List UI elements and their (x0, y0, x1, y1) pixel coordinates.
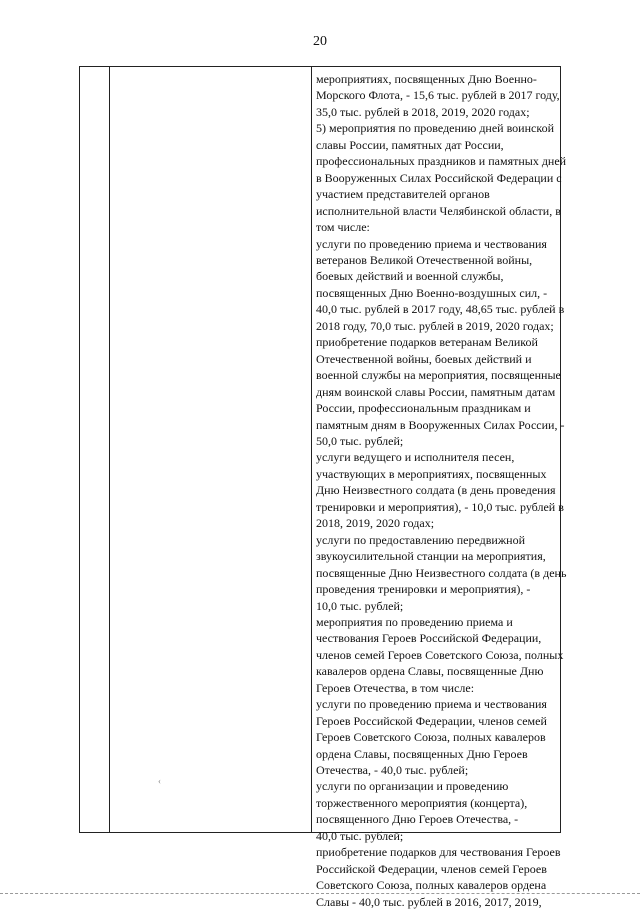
text-line: услуги ведущего и исполнителя песен, (316, 450, 515, 465)
text-line: ордена Славы, посвященных Дню Героев (316, 746, 528, 761)
stray-mark: ‹ (158, 776, 161, 786)
text-line: звукоусилительной станции на мероприятия, (316, 549, 546, 564)
text-line: 40,0 тыс. рублей; (316, 828, 404, 843)
text-line: 35,0 тыс. рублей в 2018, 2019, 2020 годах; (316, 104, 530, 119)
text-line: в Вооруженных Силах Российской Федерации с (316, 170, 562, 185)
text-line: Славы - 40,0 тыс. рублей в 2016, 2017, 2019, (316, 894, 542, 909)
text-line: 10,0 тыс. рублей; (316, 598, 404, 613)
text-line: услуги по проведению приема и чествования (316, 236, 547, 251)
text-line: приобретение подарков для чествования Героев (316, 845, 561, 860)
text-line: Советского Союза, полных кавалеров ордена (316, 878, 547, 893)
page-number: 20 (313, 34, 327, 49)
text-line: 40,0 тыс. рублей в 2017 году, 48,65 тыс. рублей в (316, 302, 565, 317)
text-line: посвященных Дню Военно-воздушных сил, - (316, 285, 548, 300)
text-line: Героев Российской Федерации, членов семей (316, 713, 547, 728)
text-line: 2018 году, 70,0 тыс. рублей в 2019, 2020 годах; (316, 318, 554, 333)
text-line: Героев Советского Союза, полных кавалеров (316, 730, 546, 745)
text-line: Героев Отечества, в том числе: (316, 680, 475, 695)
text-line: исполнительной власти Челябинской области, в (316, 203, 561, 218)
text-line: мероприятия по проведению приема и (316, 614, 513, 629)
text-line: членов семей Героев Советского Союза, полных (316, 647, 564, 662)
text-line: услуги по проведению приема и чествования (316, 697, 547, 712)
text-line: профессиональных праздников и памятных дней (316, 154, 567, 169)
text-line: Дню Неизвестного солдата (в день проведения (316, 483, 556, 498)
text-line: услуги по организации и проведению (316, 779, 509, 794)
text-line: посвященные Дню Неизвестного солдата (в день (316, 565, 567, 580)
text-line: 2018, 2019, 2020 годах; (316, 516, 435, 531)
text-line: том числе: (316, 220, 370, 235)
text-line: проведения тренировки и мероприятия), - (316, 582, 531, 597)
text-line: 5) мероприятия по проведению дней воинской (316, 121, 554, 136)
scan-bottom-edge (0, 893, 640, 894)
document-table (79, 66, 567, 909)
text-line: тренировки и мероприятия), - 10,0 тыс. рублей в (316, 499, 564, 514)
text-line: военной службы на мероприятия, посвященные (316, 368, 561, 383)
text-line: участием представителей органов (316, 187, 490, 202)
text-line: мероприятиях, посвященных Дню Военно- (316, 72, 537, 86)
text-line: кавалеров ордена Славы, посвященные Дню (316, 664, 544, 679)
text-line: участвующих в мероприятиях, посвященных (316, 466, 547, 481)
text-line: боевых действий и военной службы, (316, 269, 504, 284)
text-line: Отечества, - 40,0 тыс. рублей; (316, 763, 469, 778)
text-line: торжественного мероприятия (концерта), (316, 795, 528, 810)
text-line: дням воинской славы России, памятным датам (316, 384, 556, 399)
column-divider-1 (109, 67, 110, 832)
text-line: Российской Федерации, членов семей Героев (316, 861, 547, 876)
text-line: славы России, памятных дат России, (316, 137, 504, 152)
text-line: услуги по предоставлению передвижной (316, 532, 525, 547)
table-cell-text (316, 71, 567, 910)
text-line: России, профессиональным праздникам и (316, 401, 531, 416)
text-line: приобретение подарков ветеранам Великой (316, 335, 538, 350)
text-line: Морского Флота, - 15,6 тыс. рублей в 2017 году, (316, 88, 560, 103)
text-line: Отечественной войны, боевых действий и (316, 351, 532, 366)
text-line: посвященного Дню Героев Отечества, - (316, 812, 519, 827)
text-line: чествования Героев Российской Федерации, (316, 631, 542, 646)
text-line: 50,0 тыс. рублей; (316, 433, 404, 448)
column-divider-2 (311, 67, 312, 832)
text-line: ветеранов Великой Отечественной войны, (316, 252, 533, 267)
text-line: памятным дням в Вооруженных Силах России, - (316, 417, 565, 432)
